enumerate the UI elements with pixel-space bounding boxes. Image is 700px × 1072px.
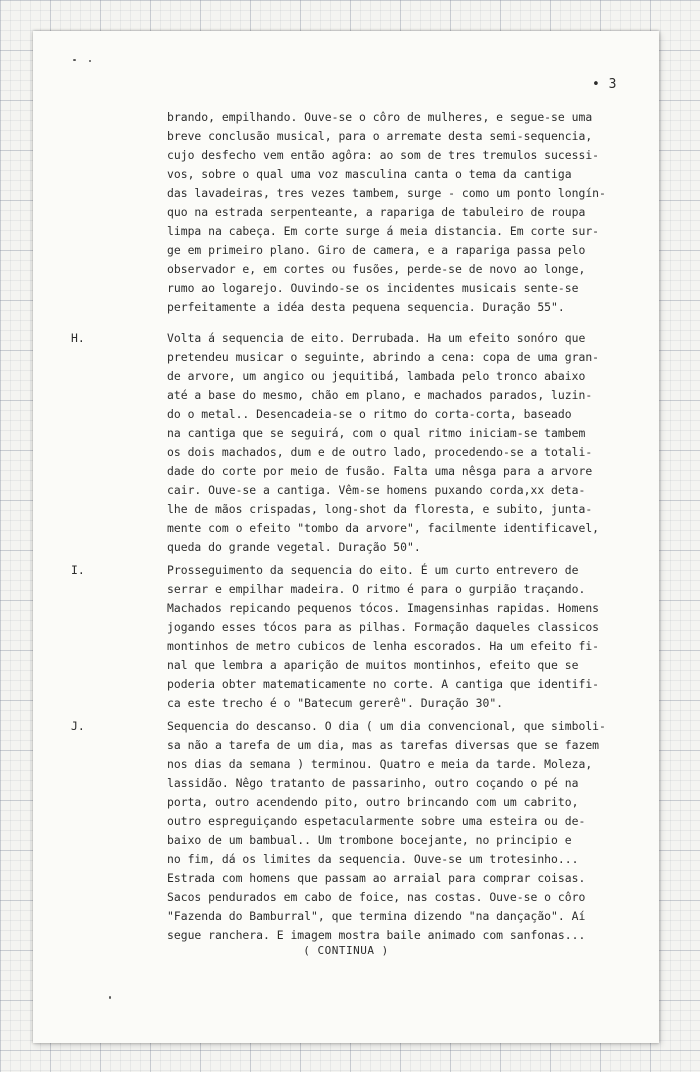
section-label: J. bbox=[71, 719, 85, 733]
text-line: serrar e empilhar madeira. O ritmo é para o gurpião traçando. bbox=[167, 582, 586, 596]
text-line: rumo ao logarejo. Ouvindo-se os incidentes musicais sente-se bbox=[167, 281, 579, 295]
text-line: Sequencia do descanso. O dia ( um dia convencional, que simboli- bbox=[167, 719, 606, 733]
text-line: nos dias da semana ) terminou. Quatro e meia da tarde. Moleza, bbox=[167, 757, 593, 771]
text-line: jogando esses tócos para as pilhas. Formação daqueles classicos bbox=[167, 620, 600, 634]
text-line: baixo de um bambual.. Um trombone bocejante, no principio e bbox=[167, 833, 572, 847]
text-line: ca este trecho é o "Batecum gererê". Duração 30". bbox=[167, 696, 504, 710]
text-line: perfeitamente a idéa desta pequena sequencia. Duração 55". bbox=[167, 300, 565, 314]
page-number-value: 3 bbox=[608, 77, 617, 92]
paper-speck bbox=[109, 996, 111, 999]
text-line: montinhos de metro cubicos de lenha escorados. Ha um efeito fi- bbox=[167, 639, 600, 653]
text-line: segue ranchera. E imagem mostra baile animado com sanfonas... bbox=[167, 928, 586, 942]
text-line: os dois machados, dum e de outro lado, procedendo-se a totali- bbox=[167, 445, 593, 459]
text-line: limpa na cabeça. Em corte surge á meia distancia. Em corte sur- bbox=[167, 224, 600, 238]
paper-speck bbox=[73, 59, 76, 61]
text-line: Prosseguimento da sequencia do eito. É um curto entrevero de bbox=[167, 563, 579, 577]
continua-marker: ( CONTINUA ) bbox=[303, 944, 389, 957]
paper-speck bbox=[89, 60, 91, 62]
text-line: vos, sobre o qual uma voz masculina canta o tema da cantiga bbox=[167, 167, 572, 181]
text-line: ge em primeiro plano. Giro de camera, e a rapariga passa pelo bbox=[167, 243, 586, 257]
text-line: nal que lembra a aparição de muitos montinhos, efeito que se bbox=[167, 658, 579, 672]
text-line: Volta á sequencia de eito. Derrubada. Ha um efeito sonóro que bbox=[167, 331, 586, 345]
text-line: cair. Ouve-se a cantiga. Vêm-se homens puxando corda,xx deta- bbox=[167, 483, 586, 497]
text-line: lhe de mãos crispadas, long-shot da floresta, e subito, junta- bbox=[167, 502, 593, 516]
text-line: queda do grande vegetal. Duração 50". bbox=[167, 540, 421, 554]
text-line: cujo desfecho vem então agôra: ao som de tres tremulos sucessi- bbox=[167, 148, 600, 162]
text-line: Machados repicando pequenos tócos. Imagensinhas rapidas. Homens bbox=[167, 601, 600, 615]
page-number: • 3 bbox=[592, 77, 617, 92]
section-label: H. bbox=[71, 331, 85, 345]
text-line: lassidão. Nêgo tratanto de passarinho, outro coçando o pé na bbox=[167, 776, 579, 790]
text-line: pretendeu musicar o seguinte, abrindo a cena: copa de uma gran- bbox=[167, 350, 600, 364]
text-line: quo na estrada serpenteante, a rapariga de tabuleiro de roupa bbox=[167, 205, 586, 219]
text-line: das lavadeiras, tres vezes tambem, surge - como um ponto longín- bbox=[167, 186, 606, 200]
text-line: observador e, em cortes ou fusões, perde-se de novo ao longe, bbox=[167, 262, 586, 276]
text-line: brando, empilhando. Ouve-se o côro de mulheres, e segue-se uma bbox=[167, 110, 593, 124]
text-line: sa não a tarefa de um dia, mas as tarefas diversas que se fazem bbox=[167, 738, 600, 752]
text-line: no fim, dá os limites da sequencia. Ouve-se um trotesinho... bbox=[167, 852, 579, 866]
text-line: Estrada com homens que passam ao arraial para comprar coisas. bbox=[167, 871, 586, 885]
text-line: do o metal.. Desencadeia-se o ritmo do corta-corta, baseado bbox=[167, 407, 572, 421]
text-line: até a base do mesmo, chão em plano, e machados parados, luzin- bbox=[167, 388, 593, 402]
text-line: "Fazenda do Bamburral", que termina dizendo "na dançação". Aí bbox=[167, 909, 586, 923]
text-line: outro espreguiçando espetacularmente sobre uma esteira ou de- bbox=[167, 814, 586, 828]
text-line: mente com o efeito "tombo da arvore", facilmente identificavel, bbox=[167, 521, 600, 535]
text-line: breve conclusão musical, para o arremate desta semi-sequencia, bbox=[167, 129, 593, 143]
text-line: de arvore, um angico ou jequitibá, lambada pelo tronco abaixo bbox=[167, 369, 586, 383]
text-line: poderia obter matematicamente no corte. A cantiga que identifi- bbox=[167, 677, 600, 691]
text-line: Sacos pendurados em cabo de foice, nas costas. Ouve-se o côro bbox=[167, 890, 586, 904]
document-page bbox=[33, 31, 659, 1043]
text-line: dade do corte por meio de fusão. Falta uma nêsga para a arvore bbox=[167, 464, 593, 478]
text-line: na cantiga que se seguirá, com o qual ritmo iniciam-se tambem bbox=[167, 426, 586, 440]
section-label: I. bbox=[71, 563, 85, 577]
text-line: porta, outro acendendo pito, outro brincando com um cabrito, bbox=[167, 795, 579, 809]
